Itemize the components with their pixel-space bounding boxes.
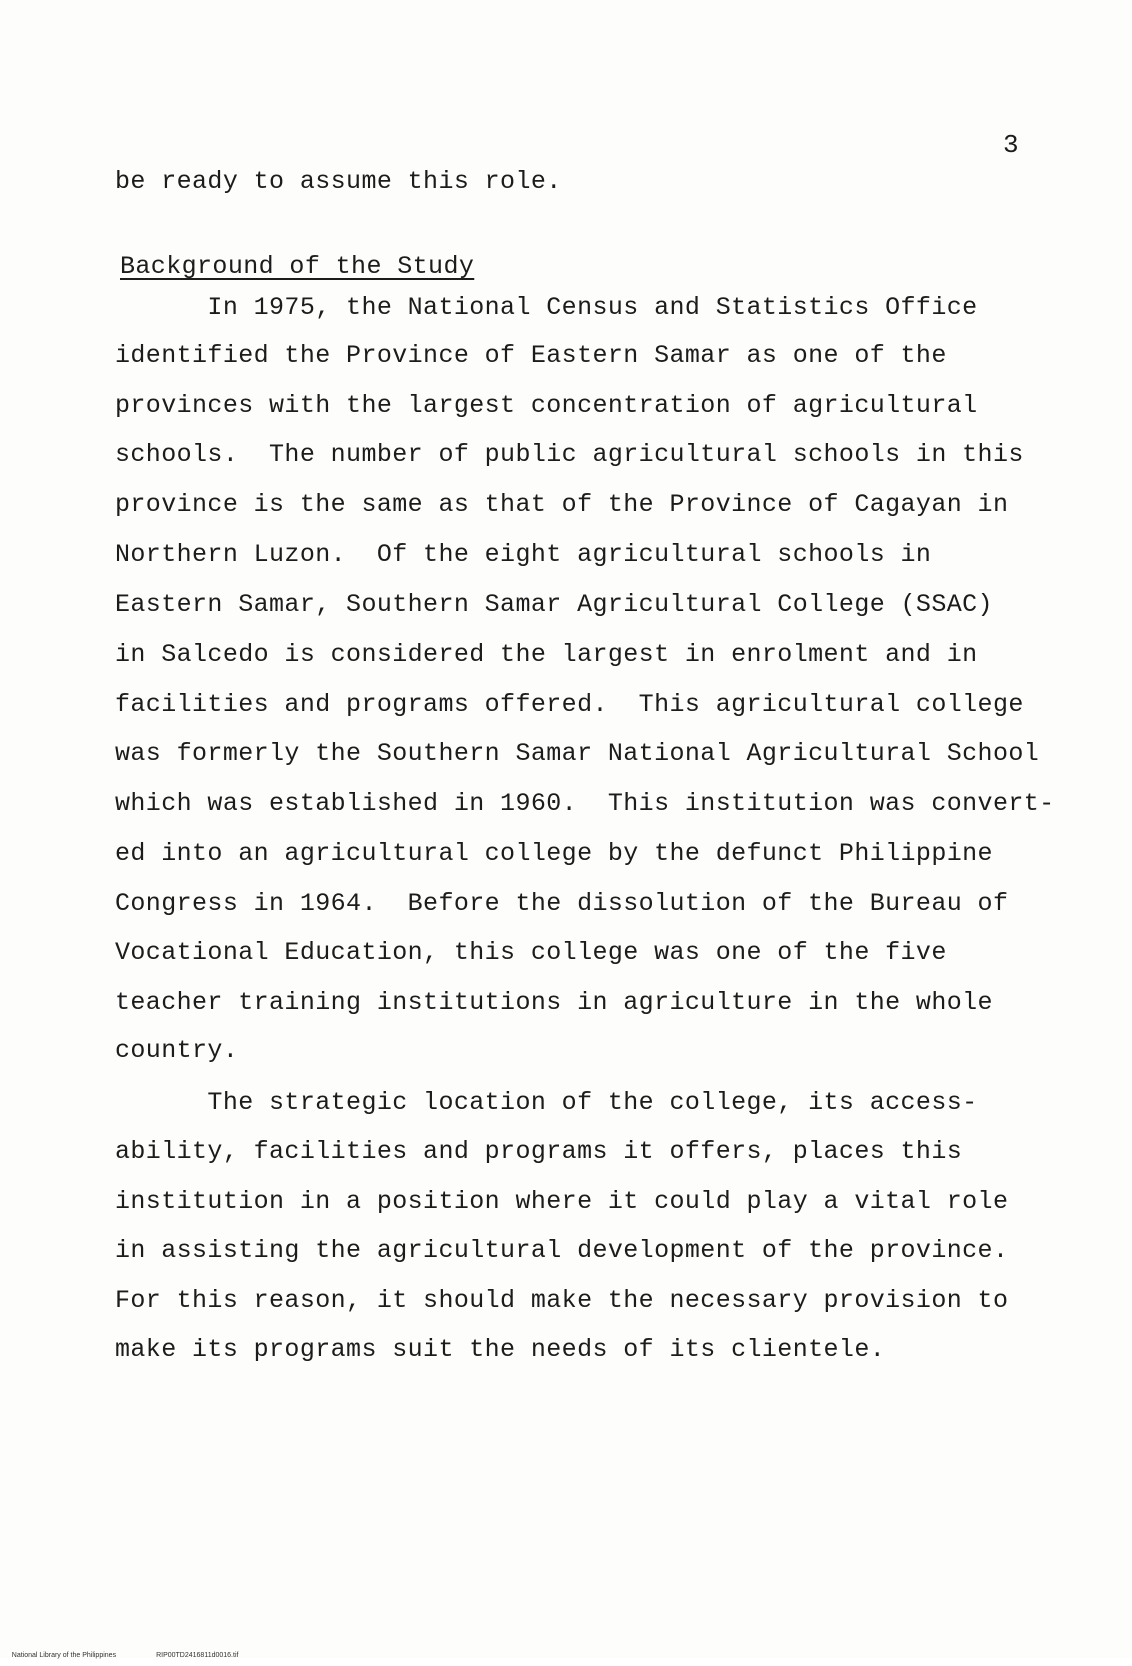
opening-line: be ready to assume this role. [115,167,562,196]
text-line: teacher training institutions in agriculture in the whole [115,988,993,1017]
text-line: Congress in 1964. Before the dissolution of the Bureau of [115,889,1009,918]
text-line: The strategic location of the college, its access- [115,1088,978,1117]
text-line: ability, facilities and programs it offers, places this [115,1137,963,1166]
page-number: 3 [1003,130,1019,160]
text-line: institution in a position where it could play a vital role [115,1187,1009,1216]
text-line: make its programs suit the needs of its clientele. [115,1335,886,1364]
text-line: was formerly the Southern Samar National Agricultural School [115,739,1040,768]
text-line: in assisting the agricultural development of the province. [115,1236,1009,1265]
text-line: province is the same as that of the Province of Cagayan in [115,490,1009,519]
text-line: schools. The number of public agricultural schools in this [115,440,1024,469]
text-line: Northern Luzon. Of the eight agricultural schools in [115,540,932,569]
footer-file-id: RIP00TD2416811d0016.tif [156,1652,239,1659]
text-line: Eastern Samar, Southern Samar Agricultural College (SSAC) [115,590,993,619]
text-line: which was established in 1960. This institution was convert- [115,789,1055,818]
text-line: provinces with the largest concentration of agricultural [115,391,978,420]
text-line: ed into an agricultural college by the defunct Philippine [115,839,993,868]
text-line: For this reason, it should make the necessary provision to [115,1286,1009,1315]
text-line: country. [115,1036,239,1065]
footer-library: National Library of the Philippines [11,1652,117,1659]
text-line: In 1975, the National Census and Statistics Office [115,293,978,322]
text-line: in Salcedo is considered the largest in enrolment and in [115,640,978,669]
section-heading: Background of the Study [120,252,475,281]
scan-footer [4,1645,278,1666]
text-line: identified the Province of Eastern Samar as one of the [115,341,947,370]
text-line: Vocational Education, this college was one of the five [115,938,947,967]
text-line: facilities and programs offered. This agricultural college [115,690,1024,719]
